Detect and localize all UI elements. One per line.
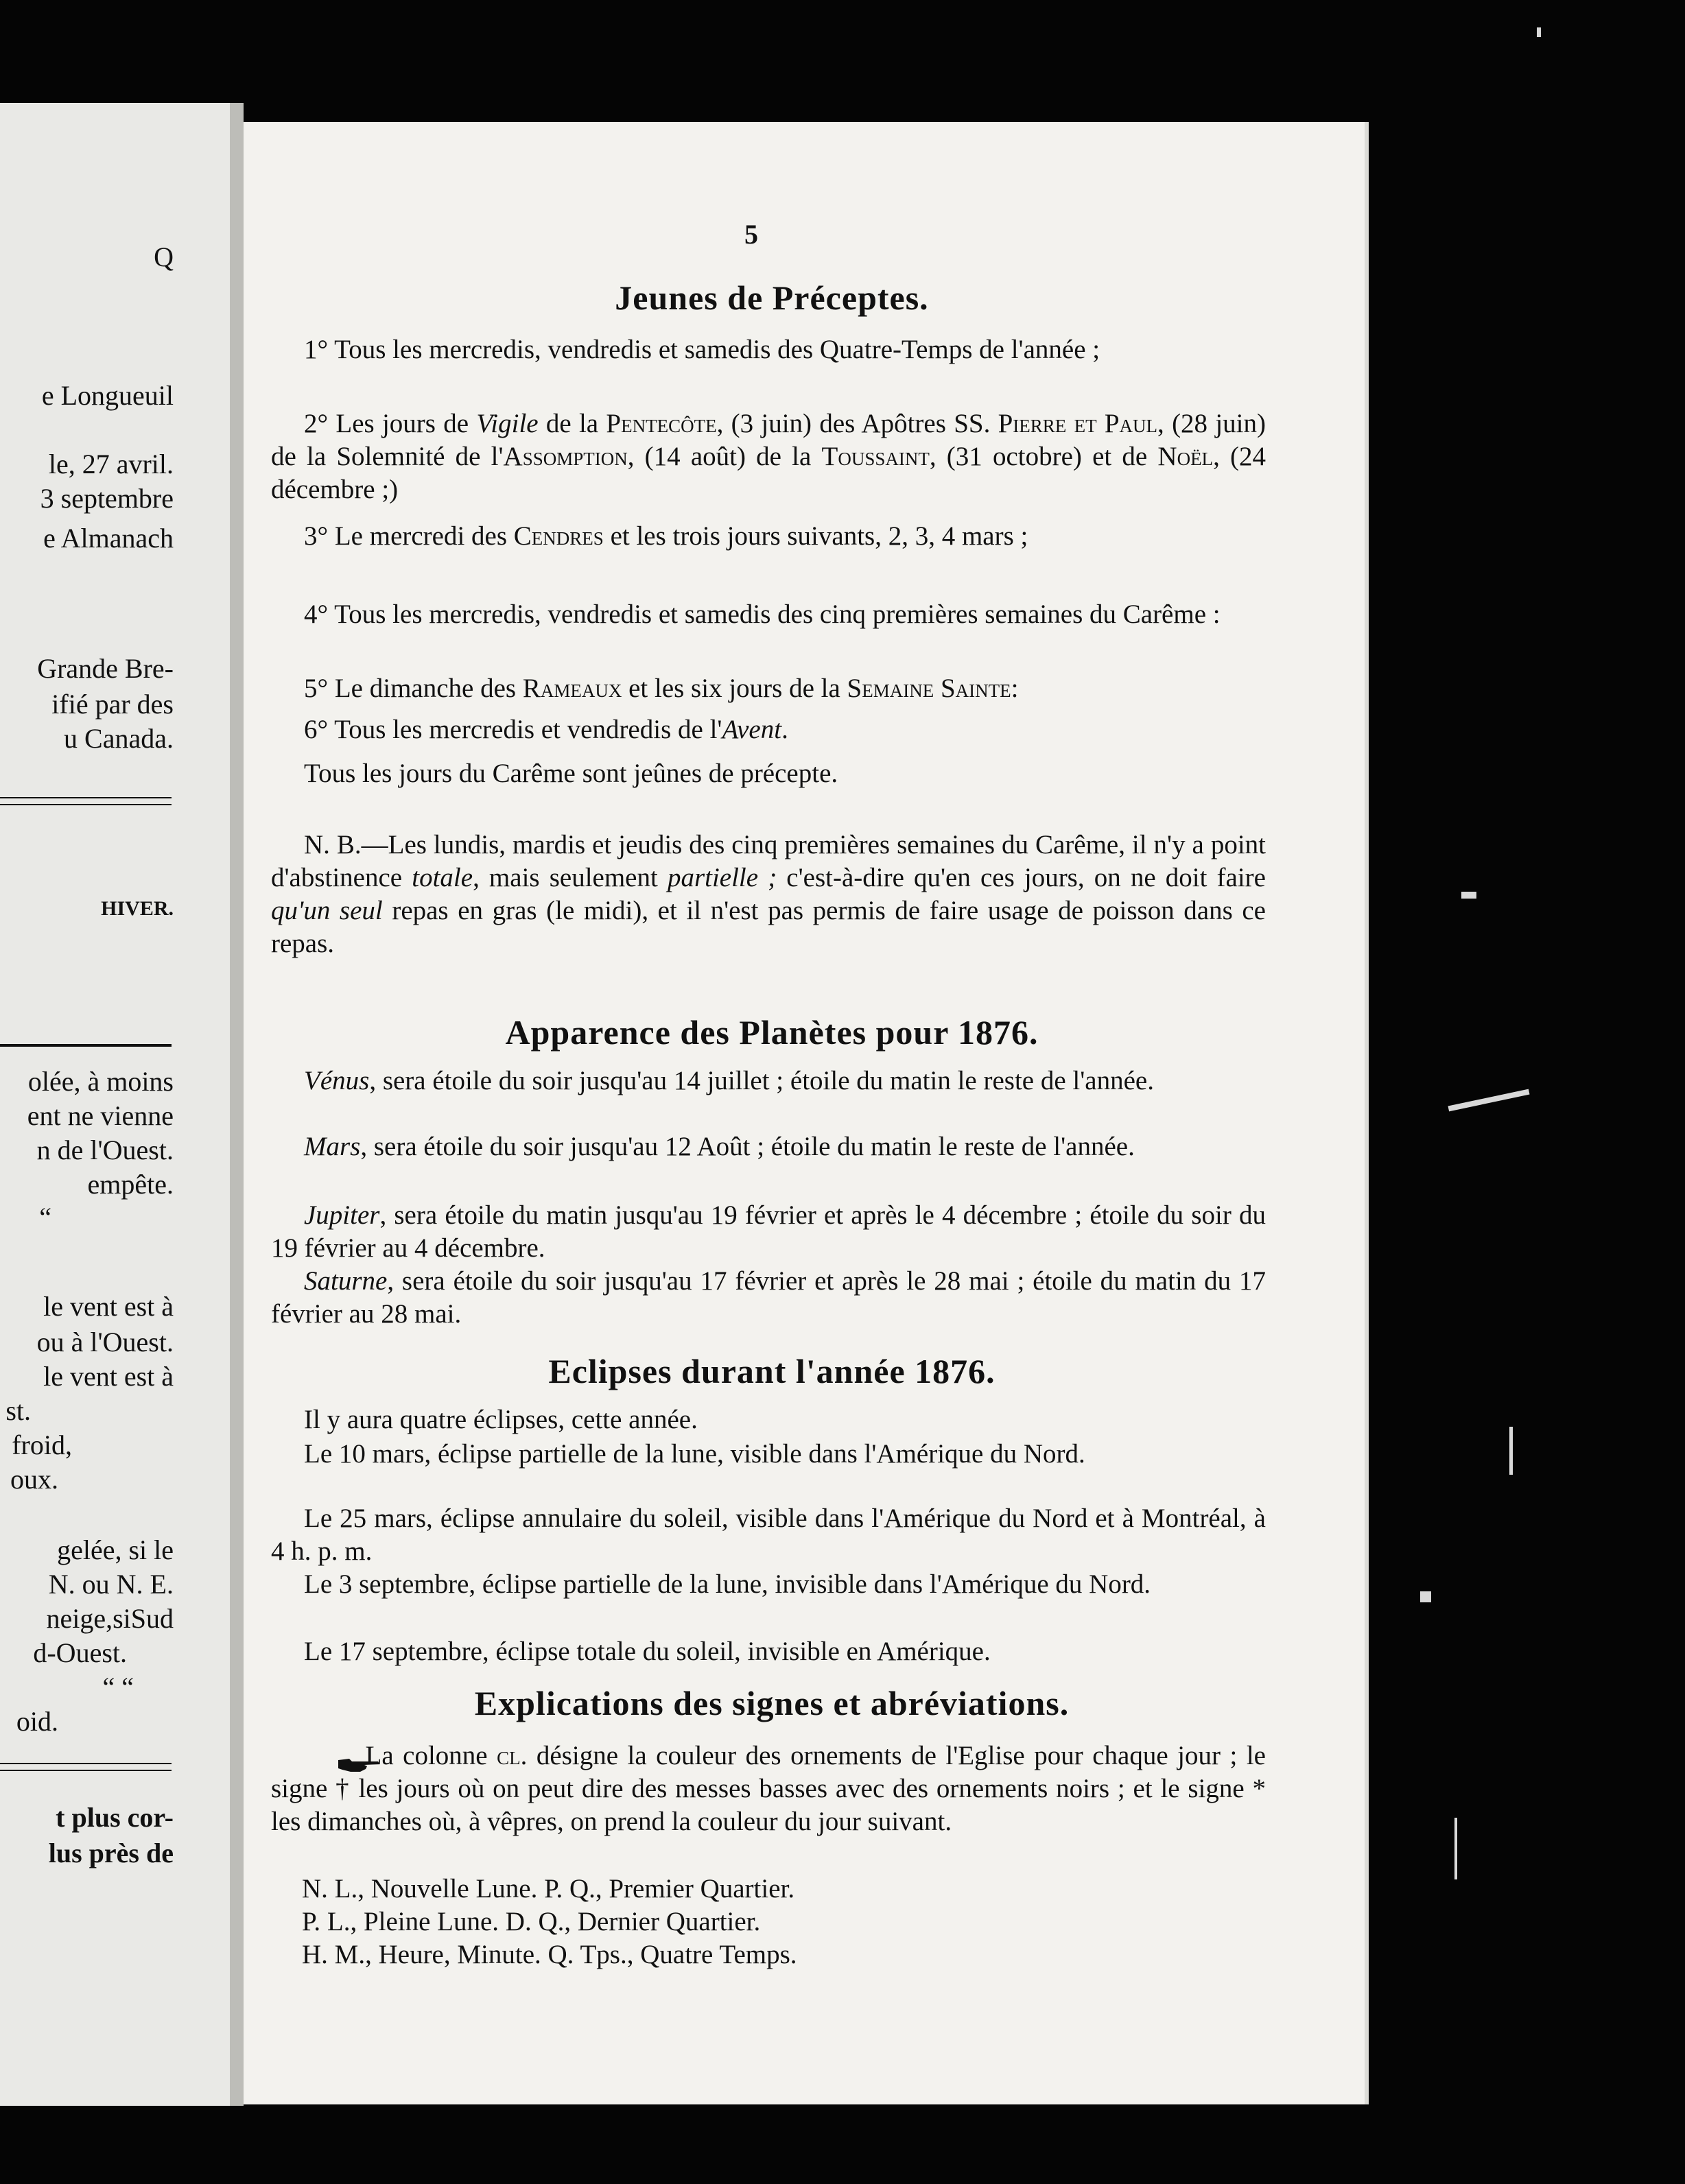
left-line: oid. (16, 1706, 58, 1737)
paragraph-closing: Tous les jours du Carême sont jeûnes de précepte. (304, 759, 838, 788)
paragraph-item-2: 2° Les jours de Vigile de la Pentecôte, (3 juin) des Apôtres SS. Pierre et Paul, (28 juin) de la Solemnité de l'Assomption, (14 août) de la Toussaint, (31 octobre) et de Noël, (24 décembre ;) (271, 409, 1266, 504)
left-line: d-Ouest. (33, 1637, 127, 1668)
page-number: 5 (744, 219, 758, 250)
left-rule (0, 1770, 172, 1771)
paragraph-item-3: 3° Le mercredi des Cendres et les trois jours suivants, 2, 3, 4 mars ; (304, 521, 1028, 551)
left-line: st. (5, 1395, 31, 1426)
left-line: oux. (10, 1464, 58, 1495)
previous-page-fragment (0, 103, 230, 2106)
dust-speck (1537, 27, 1541, 37)
pointing-hand-icon (304, 1749, 348, 1767)
left-rule (0, 797, 172, 798)
left-rule (0, 1044, 172, 1047)
paragraph-venus: Vénus, sera étoile du soir jusqu'au 14 juillet ; étoile du matin le reste de l'année. (304, 1066, 1154, 1095)
paragraph-nota-bene: N. B.—Les lundis, mardis et jeudis des cinq premières semaines du Carême, il n'y a point d'abstinence totale, mais seulement partielle ; c'est-à-dire qu'en ces jours, on ne doit faire qu'un seul repas en gras (le midi), et il n'est pas permis de faire usage de poisson dans ce repas. (271, 830, 1266, 958)
left-line: 3 septembre (40, 483, 174, 514)
dust-speck (1448, 1089, 1529, 1112)
left-line: Grande Bre- (37, 653, 174, 684)
dust-speck (1454, 1818, 1457, 1879)
dust-speck (1509, 1427, 1513, 1475)
heading-explications: Explications des signes et abréviations. (474, 1684, 1070, 1722)
left-rule (0, 804, 172, 805)
paragraph-item-6: 6° Tous les mercredis et vendredis de l'Avent. (304, 715, 788, 744)
left-line: empête. (87, 1169, 174, 1200)
left-line: HIVER. (101, 897, 174, 920)
left-line: neige,siSud (46, 1603, 174, 1634)
paragraph-eclipse-2: Le 25 mars, éclipse annulaire du soleil, visible dans l'Amérique du Nord et à Montréal, à 4 h. p. m. (271, 1504, 1266, 1566)
page-gutter (230, 103, 244, 2106)
heading-apparence-des-planetes: Apparence des Planètes pour 1876. (505, 1013, 1039, 1052)
left-line: ent ne vienne (27, 1100, 174, 1131)
left-line: e Longueuil (41, 380, 174, 411)
paragraph-saturne: Saturne, sera étoile du soir jusqu'au 17 février et après le 28 mai ; étoile du matin du 17 février au 28 mai. (271, 1266, 1266, 1329)
paragraph-eclipse-1: Le 10 mars, éclipse partielle de la lune, visible dans l'Amérique du Nord. (304, 1439, 1085, 1469)
heading-jeunes-de-preceptes: Jeunes de Préceptes. (615, 278, 929, 317)
left-line: t plus cor- (56, 1802, 174, 1833)
left-line: n de l'Ouest. (36, 1135, 174, 1165)
left-line: froid, (12, 1429, 72, 1460)
paragraph-eclipse-intro: Il y aura quatre éclipses, cette année. (304, 1405, 698, 1434)
left-line: “ (39, 1202, 51, 1233)
left-line: le, 27 avril. (48, 449, 174, 479)
left-rule (0, 1763, 172, 1764)
paragraph-item-1: 1° Tous les mercredis, vendredis et samedis des Quatre-Temps de l'année ; (304, 335, 1100, 364)
paragraph-mars: Mars, sera étoile du soir jusqu'au 12 Août ; étoile du matin le reste de l'année. (304, 1132, 1135, 1161)
left-line: e Almanach (43, 523, 174, 554)
left-line: “ “ (102, 1672, 134, 1702)
left-line: u Canada. (64, 723, 174, 754)
left-line: lus près de (48, 1838, 174, 1868)
heading-eclipses: Eclipses durant l'année 1876. (548, 1352, 995, 1390)
paragraph-jupiter: Jupiter, sera étoile du matin jusqu'au 19 février et après le 4 décembre ; étoile du soir du 19 février au 4 décembre. (271, 1200, 1266, 1263)
left-line: ifié par des (51, 689, 174, 720)
left-line: le vent est à (43, 1361, 174, 1392)
dust-speck (1461, 892, 1476, 899)
left-line: olée, à moins (27, 1066, 174, 1097)
dust-speck (1420, 1591, 1431, 1602)
left-line: gelée, si le (57, 1534, 174, 1565)
left-line: ou à l'Ouest. (36, 1327, 174, 1357)
abbreviation-line-1: N. L., Nouvelle Lune. P. Q., Premier Quartier. (302, 1874, 795, 1903)
paragraph-item-5: 5° Le dimanche des Rameaux et les six jours de la Semaine Sainte: (304, 674, 1019, 703)
left-line: le vent est à (43, 1291, 174, 1322)
abbreviation-line-2: P. L., Pleine Lune. D. Q., Dernier Quartier. (302, 1907, 761, 1936)
paragraph-explications: La colonne cl. désigne la couleur des ornements de l'Eglise pour chaque jour ; le signe † les jours où on peut dire des messes basses avec des ornements noirs ; et le signe * les dimanches où, à vêpres, on prend la couleur du jour suivant. (271, 1741, 1266, 1836)
paragraph-eclipse-3: Le 3 septembre, éclipse partielle de la lune, invisible dans l'Amérique du Nord. (304, 1569, 1151, 1599)
left-line: N. ou N. E. (48, 1569, 174, 1600)
paragraph-eclipse-4: Le 17 septembre, éclipse totale du soleil, invisible en Amérique. (304, 1637, 991, 1666)
paragraph-item-4: 4° Tous les mercredis, vendredis et samedis des cinq premières semaines du Carême : (304, 600, 1221, 629)
left-line: Q (154, 241, 174, 272)
abbreviation-line-3: H. M., Heure, Minute. Q. Tps., Quatre Temps. (302, 1940, 797, 1969)
